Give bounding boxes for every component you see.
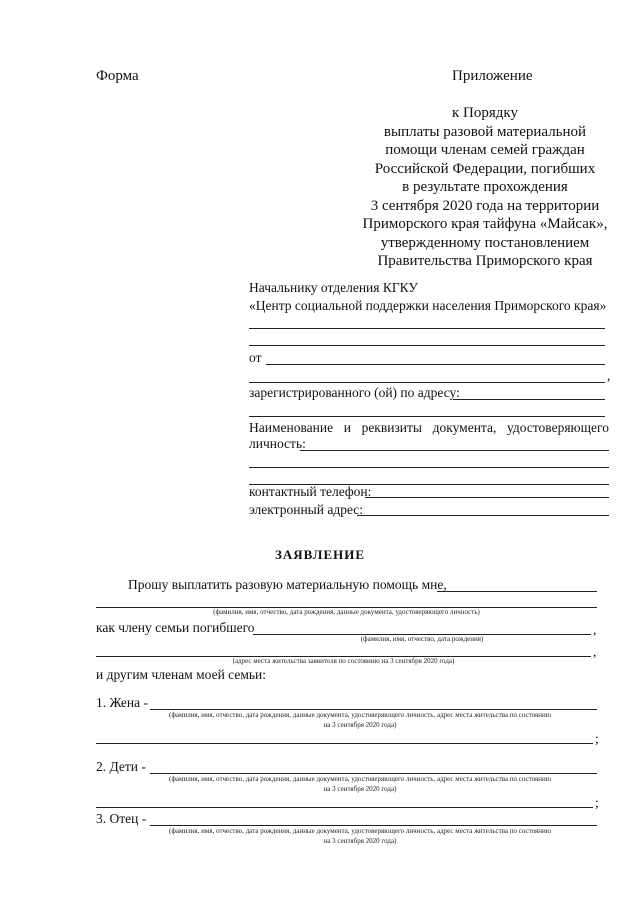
appendix-line: Приморского края тайфуна «Майсак», <box>362 216 608 232</box>
registered-label: зарегистрированного (ой) по адресу: <box>249 385 460 400</box>
document-label-word: реквизиты <box>361 420 422 435</box>
addressee-line2: «Центр социальной поддержки населения Приморского края» <box>249 298 607 313</box>
wife-field-line2[interactable] <box>96 743 593 744</box>
caption-deceased: (фамилия, имя, отчество, дата рождения) <box>360 635 484 643</box>
from-field[interactable] <box>266 364 605 365</box>
children-field-line2[interactable] <box>96 807 593 808</box>
caption-member: (фамилия, имя, отчество, дата рождения, данные документа, удостоверяющего личность, адрес места жительства по состоянию <box>169 775 551 783</box>
wife-field[interactable] <box>150 709 597 710</box>
appendix-text <box>355 104 615 271</box>
caption-member: на 3 сентября 2020 года) <box>323 837 397 845</box>
document-field[interactable] <box>300 450 609 451</box>
document-field-line2[interactable] <box>249 467 609 468</box>
statement-intro: Прошу выплатить разовую материальную помощь мне, <box>128 577 447 592</box>
appendix-line: выплаты разовой материальной <box>383 123 587 140</box>
from-field-line2[interactable] <box>249 382 605 383</box>
appendix-line: в результате прохождения <box>402 179 568 195</box>
phone-field[interactable] <box>365 497 609 498</box>
caption-member: (фамилия, имя, отчество, дата рождения, данные документа, удостоверяющего личность, адрес места жительства по состоянию <box>169 827 551 835</box>
appendix-line: к Порядку <box>452 105 518 121</box>
document-label <box>249 420 609 436</box>
father-field[interactable] <box>150 825 597 826</box>
appendix-line: 3 сентября 2020 года на территории <box>370 197 600 214</box>
caption-applicant: (фамилия, имя, отчество, дата рождения, данные документа, удостоверяющего личность) <box>213 608 480 616</box>
appendix-line: помощи членам семей граждан <box>385 142 585 158</box>
children-field[interactable] <box>150 773 597 774</box>
addressee-blank-line[interactable] <box>249 345 605 346</box>
member-label-wife: 1. Жена - <box>96 695 148 710</box>
appendix-line: Российской Федерации, погибших <box>374 160 596 177</box>
member-label-father: 3. Отец - <box>96 811 147 826</box>
other-members-label: и другим членам моей семьи: <box>96 667 266 682</box>
phone-label: контактный телефон: <box>249 484 372 499</box>
comma-mark: , <box>607 368 611 383</box>
document-label-word: удостоверяющего <box>506 420 609 435</box>
from-label: от <box>249 350 262 365</box>
caption-member: на 3 сентября 2020 года) <box>323 721 397 729</box>
caption-member: (фамилия, имя, отчество, дата рождения, данные документа, удостоверяющего личность, адрес места жительства по состоянию <box>169 711 551 719</box>
email-field[interactable] <box>357 515 609 516</box>
document-label-word: Наименование <box>249 420 334 435</box>
addressee-blank-line[interactable] <box>249 328 605 329</box>
statement-title: ЗАЯВЛЕНИЕ <box>274 547 366 562</box>
address-field[interactable] <box>453 399 605 400</box>
appendix-line: Правительства Приморского края <box>377 253 593 269</box>
appendix-line: утвержденному постановлением <box>380 234 590 251</box>
comma-mark: , <box>593 622 597 637</box>
semicolon-mark: ; <box>595 795 599 810</box>
form-label: Форма <box>96 68 139 84</box>
document-label-word: документа, <box>432 420 497 435</box>
caption-address: (адрес места жительства заявителя по состоянию на 3 сентября 2020 года) <box>232 657 455 665</box>
email-label: электронный адрес: <box>249 502 364 517</box>
address-field-line2[interactable] <box>249 416 605 417</box>
semicolon-mark: ; <box>595 731 599 746</box>
applicant-field[interactable] <box>437 591 597 592</box>
appendix-label: Приложение <box>452 68 533 84</box>
document-label-word: и <box>343 420 351 435</box>
document-label-line2: личность: <box>249 436 306 451</box>
as-member-label: как члену семьи погибшего <box>96 620 255 635</box>
addressee-line1: Начальнику отделения КГКУ <box>249 280 418 295</box>
comma-mark: , <box>593 644 597 659</box>
caption-member: на 3 сентября 2020 года) <box>323 785 397 793</box>
member-label-children: 2. Дети - <box>96 759 146 774</box>
